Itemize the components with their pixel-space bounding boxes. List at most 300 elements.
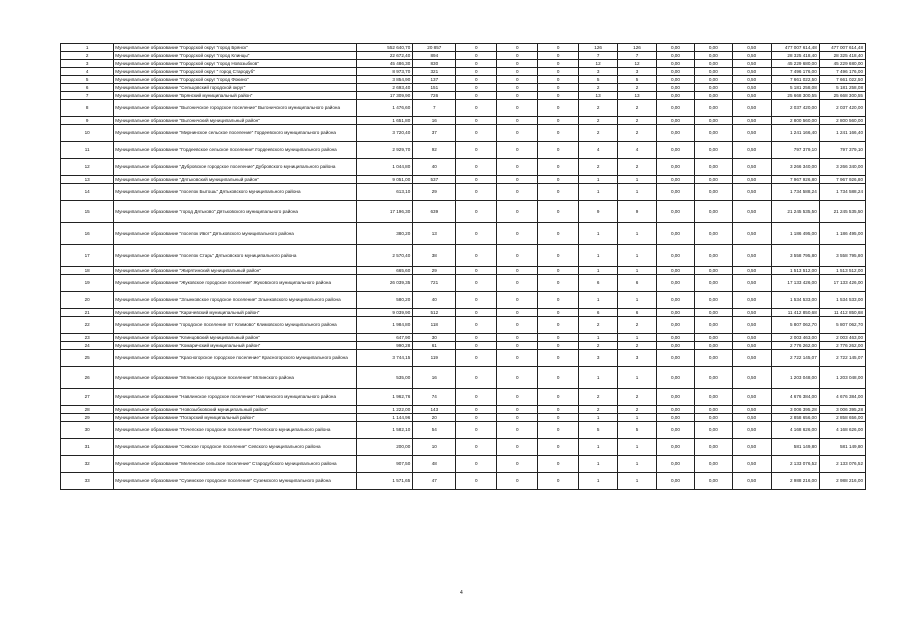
amount-cell: 581 149,80 [771, 439, 819, 456]
value-cell: 0,50 [732, 125, 771, 142]
table-row [61, 223, 866, 245]
row-name: Муниципальное образование "Мирнинское сельское поселение" Гордеевского муниципального района [114, 125, 357, 142]
area-cell: 1 962,76 [356, 389, 412, 406]
row-name: Муниципальное образование "Дубровское городское поселение" Дубровского муниципального района [114, 159, 357, 176]
table-row [61, 350, 866, 367]
area-cell: 1 222,00 [356, 406, 412, 414]
count-cell: 40 [413, 159, 456, 176]
value-cell: 0,50 [732, 309, 771, 317]
value-cell: 2 [618, 406, 657, 414]
value-cell: 0,50 [732, 267, 771, 275]
value-cell: 0 [456, 473, 497, 490]
value-cell: 0 [538, 367, 579, 389]
value-cell: 0,00 [694, 125, 732, 142]
value-cell: 0,50 [732, 159, 771, 176]
value-cell: 4 [618, 142, 657, 159]
value-cell: 0,50 [732, 84, 771, 92]
row-number: 13 [61, 176, 114, 184]
value-cell: 0,00 [694, 201, 732, 223]
area-cell: 990,28 [356, 342, 412, 350]
value-cell: 6 [618, 275, 657, 292]
value-cell: 0 [538, 92, 579, 100]
value-cell: 5 [618, 76, 657, 84]
amount-cell: 2 800 560,00 [771, 117, 819, 125]
value-cell: 7 [618, 52, 657, 60]
value-cell: 0,00 [656, 292, 694, 309]
value-cell: 0,00 [656, 367, 694, 389]
value-cell: 0 [538, 44, 579, 52]
value-cell: 0 [538, 456, 579, 473]
value-cell: 0 [456, 439, 497, 456]
value-cell: 1 [618, 439, 657, 456]
row-number: 32 [61, 456, 114, 473]
amount-cell: 7 661 022,50 [771, 76, 819, 84]
value-cell: 0,00 [656, 184, 694, 201]
count-cell: 13 [413, 223, 456, 245]
value-cell: 126 [579, 44, 618, 52]
value-cell: 0,00 [656, 342, 694, 350]
value-cell: 0,00 [694, 473, 732, 490]
count-cell: 7 [413, 100, 456, 117]
value-cell: 1 [618, 184, 657, 201]
table-row [61, 422, 866, 439]
value-cell: 0,00 [694, 350, 732, 367]
value-cell: 0 [497, 159, 538, 176]
table-row [61, 142, 866, 159]
value-cell: 0 [538, 100, 579, 117]
amount-cell: 5 807 062,70 [771, 317, 819, 334]
value-cell: 0,00 [694, 389, 732, 406]
value-cell: 0,00 [694, 309, 732, 317]
value-cell: 0 [456, 414, 497, 422]
area-cell: 613,10 [356, 184, 412, 201]
value-cell: 3 [579, 68, 618, 76]
value-cell: 0,00 [694, 84, 732, 92]
area-cell: 2 693,40 [356, 84, 412, 92]
value-cell: 1 [579, 245, 618, 267]
table-row [61, 342, 866, 350]
value-cell: 0 [497, 223, 538, 245]
value-cell: 3 [618, 350, 657, 367]
row-name: Муниципальное образование "Городской округ "город Фокино" [114, 76, 357, 84]
amount-cell: 3 006 395,28 [819, 406, 865, 414]
area-cell: 535,00 [356, 367, 412, 389]
amount-cell: 25 668 300,55 [771, 92, 819, 100]
amount-cell: 797 379,10 [771, 142, 819, 159]
row-number: 23 [61, 334, 114, 342]
count-cell: 321 [413, 68, 456, 76]
value-cell: 0 [538, 414, 579, 422]
value-cell: 0 [497, 439, 538, 456]
row-name: Муниципальное образование "Гордеевское сельское поселение" Гордеевского муниципального района [114, 142, 357, 159]
amount-cell: 21 245 535,50 [771, 201, 819, 223]
area-cell: 552 640,70 [356, 44, 412, 52]
value-cell: 0 [538, 117, 579, 125]
value-cell: 0 [538, 245, 579, 267]
table-row [61, 68, 866, 76]
value-cell: 4 [579, 142, 618, 159]
value-cell: 1 [579, 439, 618, 456]
value-cell: 0,00 [694, 456, 732, 473]
value-cell: 1 [579, 267, 618, 275]
row-number: 18 [61, 267, 114, 275]
count-cell: 20 [413, 414, 456, 422]
amount-cell: 2 722 145,07 [771, 350, 819, 367]
table-row [61, 267, 866, 275]
table-row [61, 456, 866, 473]
amount-cell: 5 181 258,08 [819, 84, 865, 92]
value-cell: 0 [456, 201, 497, 223]
value-cell: 0 [497, 267, 538, 275]
row-number: 7 [61, 92, 114, 100]
value-cell: 0 [497, 176, 538, 184]
row-number: 24 [61, 342, 114, 350]
value-cell: 0 [497, 389, 538, 406]
row-name: Муниципальное образование "город Дятьково" Дятьковского муниципального района [114, 201, 357, 223]
table-row [61, 292, 866, 309]
value-cell: 0 [497, 142, 538, 159]
value-cell: 0 [538, 159, 579, 176]
value-cell: 0,00 [694, 223, 732, 245]
value-cell: 0,00 [694, 414, 732, 422]
row-number: 8 [61, 100, 114, 117]
table-row [61, 176, 866, 184]
row-number: 30 [61, 422, 114, 439]
value-cell: 6 [579, 275, 618, 292]
value-cell: 0,00 [656, 439, 694, 456]
row-number: 26 [61, 367, 114, 389]
value-cell: 2 [579, 342, 618, 350]
row-name: Муниципальное образование "поселок Бытошь" Дятьковского муниципального района [114, 184, 357, 201]
amount-cell: 17 133 426,00 [771, 275, 819, 292]
value-cell: 0,00 [656, 267, 694, 275]
value-cell: 1 [579, 184, 618, 201]
value-cell: 0,00 [656, 334, 694, 342]
value-cell: 0,00 [656, 52, 694, 60]
value-cell: 0 [456, 84, 497, 92]
table-row [61, 125, 866, 142]
value-cell: 0 [497, 334, 538, 342]
row-name: Муниципальное образование "Брянский муниципальный район" [114, 92, 357, 100]
value-cell: 1 [579, 456, 618, 473]
amount-cell: 477 007 614,48 [771, 44, 819, 52]
amount-cell: 1 513 512,00 [771, 267, 819, 275]
value-cell: 0,00 [694, 317, 732, 334]
value-cell: 0 [538, 275, 579, 292]
table-row [61, 100, 866, 117]
row-name: Муниципальное образование "Злынковское городское поселение" Злынковского муниципального района [114, 292, 357, 309]
count-cell: 639 [413, 201, 456, 223]
value-cell: 13 [618, 92, 657, 100]
count-cell: 48 [413, 456, 456, 473]
value-cell: 0 [456, 350, 497, 367]
value-cell: 0 [456, 317, 497, 334]
value-cell: 2 [618, 125, 657, 142]
value-cell: 0,50 [732, 117, 771, 125]
amount-cell: 2 858 656,00 [819, 414, 865, 422]
value-cell: 0,00 [694, 142, 732, 159]
row-number: 29 [61, 414, 114, 422]
row-number: 28 [61, 406, 114, 414]
value-cell: 0,50 [732, 456, 771, 473]
amount-cell: 3 558 795,80 [819, 245, 865, 267]
value-cell: 0,50 [732, 92, 771, 100]
value-cell: 0 [538, 422, 579, 439]
amount-cell: 2 858 656,00 [771, 414, 819, 422]
value-cell: 0 [538, 184, 579, 201]
table-row [61, 117, 866, 125]
value-cell: 0,00 [656, 76, 694, 84]
value-cell: 0 [538, 473, 579, 490]
amount-cell: 1 241 166,40 [819, 125, 865, 142]
value-cell: 2 [579, 317, 618, 334]
row-number: 1 [61, 44, 114, 52]
value-cell: 0 [456, 100, 497, 117]
amount-cell: 2 133 076,52 [819, 456, 865, 473]
amount-cell: 1 534 533,00 [771, 292, 819, 309]
amount-cell: 7 496 176,00 [819, 68, 865, 76]
value-cell: 0 [538, 406, 579, 414]
row-name: Муниципальное образование "Городской округ "город Новозыбков" [114, 60, 357, 68]
value-cell: 0,00 [694, 367, 732, 389]
table-body [61, 44, 866, 490]
row-number: 15 [61, 201, 114, 223]
value-cell: 0,00 [656, 309, 694, 317]
value-cell: 0 [456, 292, 497, 309]
row-name: Муниципальное образование "поселок Старь" Дятьковского муниципального района [114, 245, 357, 267]
value-cell: 0 [497, 422, 538, 439]
count-cell: 118 [413, 317, 456, 334]
area-cell: 26 039,35 [356, 275, 412, 292]
count-cell: 512 [413, 309, 456, 317]
value-cell: 0,50 [732, 142, 771, 159]
value-cell: 0,00 [656, 117, 694, 125]
table-row [61, 473, 866, 490]
amount-cell: 28 325 418,40 [771, 52, 819, 60]
value-cell: 0 [538, 439, 579, 456]
amount-cell: 1 186 495,00 [819, 223, 865, 245]
value-cell: 0,50 [732, 176, 771, 184]
value-cell: 0,00 [656, 350, 694, 367]
value-cell: 0 [456, 422, 497, 439]
count-cell: 20 857 [413, 44, 456, 52]
row-name: Муниципальное образование "Навлинское городское поселение" Навлинского муниципального района [114, 389, 357, 406]
table-row [61, 309, 866, 317]
value-cell: 1 [618, 367, 657, 389]
area-cell: 2 929,70 [356, 142, 412, 159]
value-cell: 2 [579, 117, 618, 125]
value-cell: 0,50 [732, 389, 771, 406]
row-number: 21 [61, 309, 114, 317]
amount-cell: 4 676 384,00 [771, 389, 819, 406]
amount-cell: 3 266 340,00 [771, 159, 819, 176]
value-cell: 0 [497, 245, 538, 267]
value-cell: 0 [497, 52, 538, 60]
row-name: Муниципальное образование "Жирятинский муниципальный район" [114, 267, 357, 275]
value-cell: 0,00 [694, 292, 732, 309]
value-cell: 1 [579, 176, 618, 184]
value-cell: 7 [579, 52, 618, 60]
value-cell: 0 [497, 309, 538, 317]
row-name: Муниципальное образование "Новозыбковский муниципальный район" [114, 406, 357, 414]
count-cell: 47 [413, 473, 456, 490]
area-cell: 45 486,30 [356, 60, 412, 68]
value-cell: 0,00 [694, 275, 732, 292]
area-cell: 17 309,90 [356, 92, 412, 100]
area-cell: 9 039,90 [356, 309, 412, 317]
value-cell: 0 [538, 309, 579, 317]
value-cell: 0 [497, 275, 538, 292]
area-cell: 1 144,96 [356, 414, 412, 422]
amount-cell: 2 776 262,00 [771, 342, 819, 350]
value-cell: 0,00 [656, 406, 694, 414]
area-cell: 1 582,10 [356, 422, 412, 439]
amount-cell: 2 037 420,00 [819, 100, 865, 117]
value-cell: 6 [579, 309, 618, 317]
count-cell: 143 [413, 406, 456, 414]
row-name: Муниципальное образование "Дятьковский муниципальный район" [114, 176, 357, 184]
value-cell: 1 [618, 456, 657, 473]
value-cell: 0 [538, 350, 579, 367]
count-cell: 30 [413, 334, 456, 342]
value-cell: 0 [497, 125, 538, 142]
value-cell: 0,00 [694, 92, 732, 100]
value-cell: 0,50 [732, 60, 771, 68]
value-cell: 0 [456, 68, 497, 76]
row-name: Муниципальное образование "Мглинское городское поселение" Мглинского района [114, 367, 357, 389]
value-cell: 1 [579, 473, 618, 490]
amount-cell: 1 203 048,00 [771, 367, 819, 389]
value-cell: 0,00 [694, 439, 732, 456]
amount-cell: 1 186 495,00 [771, 223, 819, 245]
value-cell: 0 [456, 406, 497, 414]
value-cell: 0,00 [656, 68, 694, 76]
value-cell: 2 [618, 342, 657, 350]
table-row [61, 84, 866, 92]
count-cell: 37 [413, 125, 456, 142]
value-cell: 0 [456, 342, 497, 350]
value-cell: 0 [497, 201, 538, 223]
amount-cell: 5 181 258,08 [771, 84, 819, 92]
area-cell: 907,50 [356, 456, 412, 473]
value-cell: 2 [579, 159, 618, 176]
table-row [61, 245, 866, 267]
area-cell: 1 984,80 [356, 317, 412, 334]
value-cell: 0 [456, 245, 497, 267]
value-cell: 0,00 [694, 267, 732, 275]
value-cell: 1 [618, 292, 657, 309]
area-cell: 1 044,80 [356, 159, 412, 176]
area-cell: 3 720,40 [356, 125, 412, 142]
row-number: 31 [61, 439, 114, 456]
value-cell: 1 [618, 473, 657, 490]
amount-cell: 2 800 560,00 [819, 117, 865, 125]
row-name: Муниципальное образование "Городской округ "город Клинцы" [114, 52, 357, 60]
amount-cell: 45 229 680,00 [819, 60, 865, 68]
value-cell: 2 [618, 100, 657, 117]
table-row [61, 439, 866, 456]
value-cell: 1 [618, 245, 657, 267]
value-cell: 0,50 [732, 406, 771, 414]
value-cell: 0,00 [656, 201, 694, 223]
area-cell: 200,00 [356, 439, 412, 456]
amount-cell: 2 722 145,07 [819, 350, 865, 367]
count-cell: 137 [413, 76, 456, 84]
value-cell: 0,00 [656, 142, 694, 159]
value-cell: 0 [497, 92, 538, 100]
row-name: Муниципальное образование "Суземское городское поселение" Суземского муниципального района [114, 473, 357, 490]
value-cell: 2 [579, 406, 618, 414]
value-cell: 0 [538, 342, 579, 350]
count-cell: 726 [413, 92, 456, 100]
row-number: 3 [61, 60, 114, 68]
area-cell: 665,60 [356, 267, 412, 275]
area-cell: 2 570,40 [356, 245, 412, 267]
value-cell: 0 [456, 184, 497, 201]
value-cell: 0 [456, 176, 497, 184]
amount-cell: 2 037 420,00 [771, 100, 819, 117]
row-number: 22 [61, 317, 114, 334]
value-cell: 0 [497, 406, 538, 414]
amount-cell: 4 676 384,00 [819, 389, 865, 406]
row-number: 5 [61, 76, 114, 84]
count-cell: 29 [413, 267, 456, 275]
value-cell: 0 [497, 60, 538, 68]
value-cell: 0 [456, 117, 497, 125]
value-cell: 0 [456, 275, 497, 292]
value-cell: 0,50 [732, 100, 771, 117]
row-name: Муниципальное образование "Городской округ "город Брянск" [114, 44, 357, 52]
row-number: 16 [61, 223, 114, 245]
row-name: Муниципальное образование "Выгоничский муниципальный район" [114, 117, 357, 125]
value-cell: 0 [497, 317, 538, 334]
value-cell: 0,00 [694, 76, 732, 84]
value-cell: 0,00 [694, 100, 732, 117]
table-row [61, 406, 866, 414]
value-cell: 0 [497, 44, 538, 52]
value-cell: 2 [618, 117, 657, 125]
amount-cell: 2 988 216,00 [771, 473, 819, 490]
row-name: Муниципальное образование "Почепское городское поселение" Почепского муниципального района [114, 422, 357, 439]
value-cell: 0 [538, 201, 579, 223]
value-cell: 0 [497, 100, 538, 117]
value-cell: 1 [579, 367, 618, 389]
table-row [61, 76, 866, 84]
area-cell: 22 672,40 [356, 52, 412, 60]
value-cell: 3 [618, 68, 657, 76]
amount-cell: 3 266 340,00 [819, 159, 865, 176]
value-cell: 2 [618, 389, 657, 406]
value-cell: 0,00 [656, 84, 694, 92]
value-cell: 0,00 [694, 60, 732, 68]
value-cell: 0 [538, 52, 579, 60]
value-cell: 0 [456, 60, 497, 68]
table-row [61, 44, 866, 52]
row-number: 2 [61, 52, 114, 60]
value-cell: 0,50 [732, 439, 771, 456]
value-cell: 1 [618, 223, 657, 245]
row-number: 20 [61, 292, 114, 309]
value-cell: 2 [579, 84, 618, 92]
value-cell: 0 [538, 60, 579, 68]
count-cell: 119 [413, 350, 456, 367]
row-number: 14 [61, 184, 114, 201]
amount-cell: 3 006 395,28 [771, 406, 819, 414]
value-cell: 0 [497, 184, 538, 201]
count-cell: 40 [413, 292, 456, 309]
amount-cell: 45 229 680,00 [771, 60, 819, 68]
value-cell: 0,50 [732, 422, 771, 439]
